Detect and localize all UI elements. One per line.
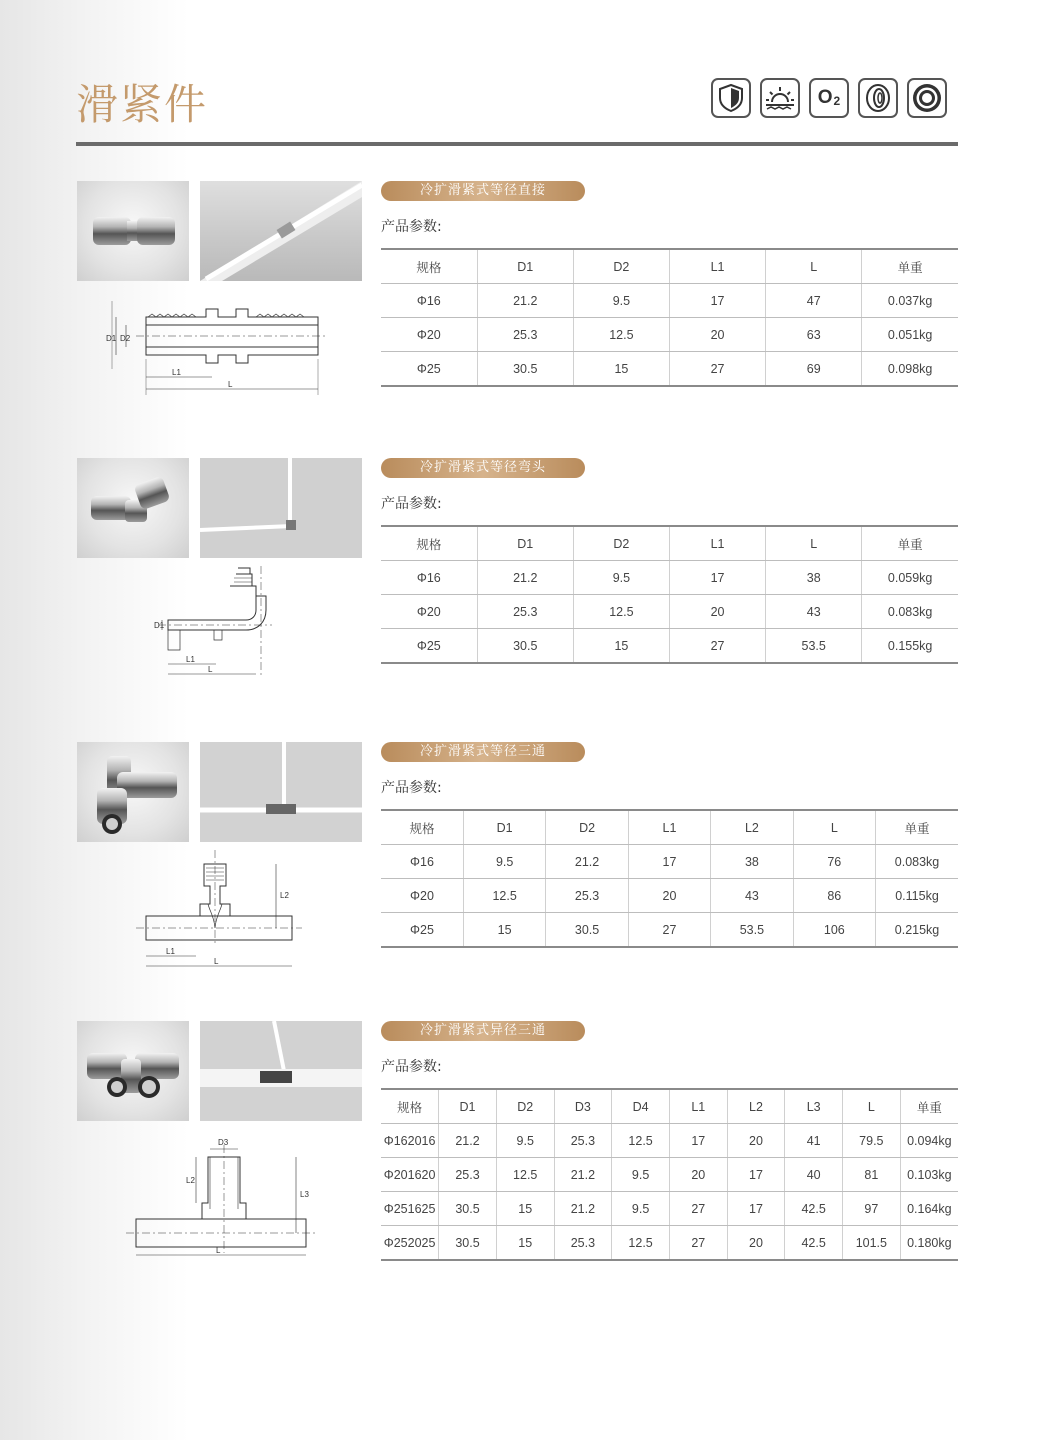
table-cell: 12.5 — [573, 595, 669, 629]
table-cell: 20 — [669, 1158, 727, 1192]
dim-label-l1: L1 — [172, 368, 181, 377]
section-title-pill: 冷扩滑紧式等径弯头 — [381, 458, 585, 478]
spec-table-elbow — [381, 525, 958, 664]
header-cell: 规格 — [381, 526, 477, 561]
params-label: 产品参数: — [381, 219, 442, 235]
oxygen-symbol: O — [817, 87, 833, 108]
header-cell: D2 — [496, 1089, 554, 1124]
table-cell: 76 — [793, 845, 875, 879]
table-cell: 30.5 — [477, 629, 573, 664]
table-cell: 0.059kg — [862, 561, 958, 595]
table-cell: 15 — [496, 1226, 554, 1261]
table-cell: 38 — [711, 845, 793, 879]
dim-label-l: L — [214, 957, 219, 966]
table-cell: 21.2 — [554, 1158, 612, 1192]
table-cell: Φ16 — [381, 845, 463, 879]
header-cell: D1 — [477, 526, 573, 561]
table-cell: 21.2 — [477, 284, 573, 318]
spec-table-equal-tee — [381, 809, 958, 948]
table-cell: 25.3 — [439, 1158, 497, 1192]
table-cell: 21.2 — [477, 561, 573, 595]
table-cell: 0.180kg — [900, 1226, 958, 1261]
table-cell: 27 — [628, 913, 710, 948]
table-cell: 40 — [785, 1158, 843, 1192]
table-cell: 25.3 — [477, 595, 573, 629]
table-cell: 42.5 — [785, 1226, 843, 1261]
table-row — [381, 595, 958, 629]
table-cell: 53.5 — [766, 629, 862, 664]
header-cell: D3 — [554, 1089, 612, 1124]
table-cell: 97 — [843, 1192, 901, 1226]
technical-drawing-elbow — [96, 566, 336, 696]
dim-label-l: L — [208, 665, 213, 674]
table-cell: 27 — [669, 352, 765, 387]
table-cell: 30.5 — [439, 1192, 497, 1226]
dim-label-l1: L1 — [186, 655, 195, 664]
dim-label-d1: D1 — [106, 334, 117, 343]
header-cell: L1 — [669, 526, 765, 561]
table-cell: 21.2 — [546, 845, 628, 879]
table-cell: 17 — [669, 561, 765, 595]
table-cell: 86 — [793, 879, 875, 913]
table-cell: Φ201620 — [381, 1158, 439, 1192]
product-photo-reducing-tee — [77, 1021, 189, 1121]
spec-table-straight — [381, 248, 958, 387]
product-photo-straight — [77, 181, 189, 281]
header-cell: L — [793, 810, 875, 845]
table-cell: 9.5 — [612, 1192, 670, 1226]
table-cell: 0.215kg — [876, 913, 958, 948]
header-cell: L — [843, 1089, 901, 1124]
header-cell: L — [766, 526, 862, 561]
header-cell: L1 — [669, 249, 765, 284]
table-cell: 30.5 — [439, 1226, 497, 1261]
product-photo-elbow — [77, 458, 189, 558]
sun-icon — [760, 78, 800, 118]
dim-label-l: L — [216, 1246, 221, 1255]
dim-label-l: L — [228, 380, 233, 389]
table-cell: 0.037kg — [862, 284, 958, 318]
table-cell: 15 — [463, 913, 545, 948]
header-cell: 单重 — [900, 1089, 958, 1124]
dim-label-l2: L2 — [280, 891, 289, 900]
table-cell: 12.5 — [496, 1158, 554, 1192]
header-cell: 单重 — [862, 249, 958, 284]
table-row — [381, 879, 958, 913]
table-cell: 106 — [793, 913, 875, 948]
header-cell: L2 — [711, 810, 793, 845]
table-cell: Φ16 — [381, 561, 477, 595]
technical-drawing-equal-tee — [96, 850, 336, 980]
ring-icon — [858, 78, 898, 118]
dim-label-l2: L2 — [186, 1176, 195, 1185]
table-row — [381, 845, 958, 879]
dim-label-l1: L1 — [166, 947, 175, 956]
table-cell: 0.098kg — [862, 352, 958, 387]
table-cell: 9.5 — [573, 561, 669, 595]
table-cell: 0.083kg — [876, 845, 958, 879]
header-cell: L2 — [727, 1089, 785, 1124]
header-cell: 规格 — [381, 810, 463, 845]
header-cell: L1 — [669, 1089, 727, 1124]
header-cell: 规格 — [381, 1089, 439, 1124]
table-cell: 9.5 — [612, 1158, 670, 1192]
table-cell: 0.164kg — [900, 1192, 958, 1226]
table-cell: 25.3 — [546, 879, 628, 913]
table-row — [381, 1192, 958, 1226]
table-row — [381, 318, 958, 352]
table-row — [381, 913, 958, 948]
table-header-row — [381, 249, 958, 284]
spec-table-reducing-tee — [381, 1088, 958, 1261]
table-cell: 0.051kg — [862, 318, 958, 352]
table-cell: 17 — [628, 845, 710, 879]
table-cell: 43 — [766, 595, 862, 629]
page-title: 滑紧件 — [76, 80, 209, 129]
dim-label-l3: L3 — [300, 1190, 309, 1199]
table-cell: 0.094kg — [900, 1124, 958, 1158]
table-cell: 0.115kg — [876, 879, 958, 913]
header-cell: L — [766, 249, 862, 284]
table-row — [381, 352, 958, 387]
table-cell: Φ25 — [381, 629, 477, 664]
table-header-row — [381, 1089, 958, 1124]
table-cell: 25.3 — [477, 318, 573, 352]
header-cell: 单重 — [862, 526, 958, 561]
header-cell: L3 — [785, 1089, 843, 1124]
table-cell: 69 — [766, 352, 862, 387]
params-label: 产品参数: — [381, 496, 442, 512]
table-cell: Φ20 — [381, 318, 477, 352]
table-cell: 12.5 — [463, 879, 545, 913]
product-photo-equal-tee — [77, 742, 189, 842]
table-cell: Φ20 — [381, 595, 477, 629]
oxygen-icon — [809, 78, 849, 118]
table-row — [381, 1124, 958, 1158]
header-cell: 规格 — [381, 249, 477, 284]
table-cell: 101.5 — [843, 1226, 901, 1261]
table-cell: 27 — [669, 629, 765, 664]
table-cell: 12.5 — [612, 1226, 670, 1261]
table-cell: 25.3 — [554, 1124, 612, 1158]
header-cell: D1 — [439, 1089, 497, 1124]
table-cell: Φ251625 — [381, 1192, 439, 1226]
pipe-circle-icon — [907, 78, 947, 118]
header-cell: D2 — [546, 810, 628, 845]
table-cell: 9.5 — [573, 284, 669, 318]
table-cell: 30.5 — [546, 913, 628, 948]
table-row — [381, 629, 958, 664]
technical-drawing-reducing-tee — [96, 1129, 336, 1259]
header-cell: D2 — [573, 526, 669, 561]
table-cell: 15 — [573, 352, 669, 387]
installation-photo-elbow — [200, 458, 362, 558]
table-cell: 17 — [669, 284, 765, 318]
product-section-reducing-tee — [76, 1021, 958, 1291]
table-cell: 17 — [669, 1124, 727, 1158]
table-cell: 20 — [669, 595, 765, 629]
table-cell: 17 — [727, 1158, 785, 1192]
table-cell: Φ20 — [381, 879, 463, 913]
dim-label-d3: D3 — [218, 1138, 229, 1147]
table-cell: 21.2 — [439, 1124, 497, 1158]
table-cell: 9.5 — [496, 1124, 554, 1158]
params-label: 产品参数: — [381, 780, 442, 796]
technical-drawing-straight — [96, 289, 336, 419]
header-cell: D2 — [573, 249, 669, 284]
table-cell: 27 — [669, 1226, 727, 1261]
table-cell: 12.5 — [573, 318, 669, 352]
product-section-elbow — [76, 458, 958, 703]
table-cell: 63 — [766, 318, 862, 352]
table-row — [381, 284, 958, 318]
table-cell: 21.2 — [554, 1192, 612, 1226]
header-cell: 单重 — [876, 810, 958, 845]
table-cell: 42.5 — [785, 1192, 843, 1226]
table-cell: 53.5 — [711, 913, 793, 948]
table-cell: 47 — [766, 284, 862, 318]
product-section-equal-tee — [76, 742, 958, 982]
table-header-row — [381, 526, 958, 561]
table-cell: 0.155kg — [862, 629, 958, 664]
section-title-pill: 冷扩滑紧式等径三通 — [381, 742, 585, 762]
header-cell: D1 — [477, 249, 573, 284]
table-cell: Φ16 — [381, 284, 477, 318]
section-title-pill: 冷扩滑紧式等径直接 — [381, 181, 585, 201]
shield-icon — [711, 78, 751, 118]
header-cell: L1 — [628, 810, 710, 845]
table-cell: Φ252025 — [381, 1226, 439, 1261]
table-cell: 25.3 — [554, 1226, 612, 1261]
table-cell: 43 — [711, 879, 793, 913]
table-header-row — [381, 810, 958, 845]
oxygen-subscript: 2 — [833, 94, 841, 108]
dim-label-d2: D2 — [120, 334, 131, 343]
table-cell: 41 — [785, 1124, 843, 1158]
table-cell: Φ162016 — [381, 1124, 439, 1158]
table-cell: 30.5 — [477, 352, 573, 387]
table-row — [381, 1158, 958, 1192]
table-cell: 20 — [727, 1226, 785, 1261]
installation-photo-straight — [200, 181, 362, 281]
params-label: 产品参数: — [381, 1059, 442, 1075]
table-cell: 20 — [669, 318, 765, 352]
dim-label-d1: D1 — [154, 621, 165, 630]
table-cell: 9.5 — [463, 845, 545, 879]
table-cell: 81 — [843, 1158, 901, 1192]
header-cell: D1 — [463, 810, 545, 845]
table-cell: 0.083kg — [862, 595, 958, 629]
table-cell: 27 — [669, 1192, 727, 1226]
table-cell: 38 — [766, 561, 862, 595]
table-cell: 79.5 — [843, 1124, 901, 1158]
title-divider — [76, 142, 958, 146]
table-cell: 20 — [727, 1124, 785, 1158]
table-cell: 20 — [628, 879, 710, 913]
table-row — [381, 1226, 958, 1261]
table-cell: 0.103kg — [900, 1158, 958, 1192]
table-cell: Φ25 — [381, 913, 463, 948]
table-cell: Φ25 — [381, 352, 477, 387]
section-title-pill: 冷扩滑紧式异径三通 — [381, 1021, 585, 1041]
table-row — [381, 561, 958, 595]
product-section-straight — [76, 181, 958, 421]
installation-photo-equal-tee — [200, 742, 362, 842]
table-cell: 15 — [496, 1192, 554, 1226]
table-cell: 17 — [727, 1192, 785, 1226]
installation-photo-reducing-tee — [200, 1021, 362, 1121]
table-cell: 12.5 — [612, 1124, 670, 1158]
table-cell: 15 — [573, 629, 669, 664]
header-cell: D4 — [612, 1089, 670, 1124]
feature-icon-bar — [711, 78, 947, 118]
